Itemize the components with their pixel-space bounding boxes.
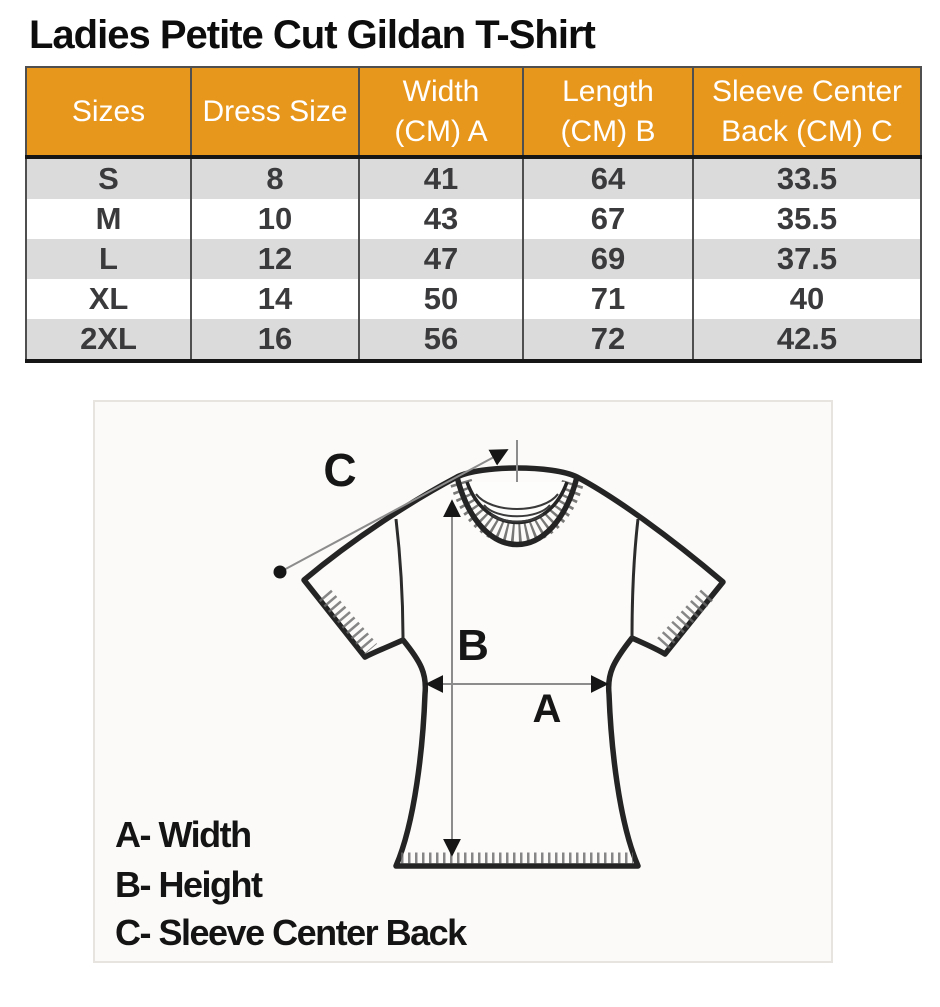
- col-header-width: [359, 67, 523, 157]
- table-cell: 16: [191, 319, 359, 361]
- table-cell: 42.5: [693, 319, 921, 361]
- col-header-label: Length: [562, 74, 654, 108]
- table-cell: 47: [359, 239, 523, 279]
- table-cell: 72: [523, 319, 693, 361]
- legend-line-a: A- Width: [115, 814, 251, 855]
- col-header-dress-size: [191, 67, 359, 157]
- table-cell: 43: [359, 199, 523, 239]
- table-cell: XL: [26, 279, 191, 319]
- table-cell: 69: [523, 239, 693, 279]
- table-row-xl: [26, 279, 921, 319]
- page-title: Ladies Petite Cut Gildan T-Shirt: [29, 13, 595, 57]
- table-cell: L: [26, 239, 191, 279]
- table-cell: 8: [191, 157, 359, 199]
- table-cell: 10: [191, 199, 359, 239]
- table-row-l: [26, 239, 921, 279]
- table-cell: 12: [191, 239, 359, 279]
- measurement-diagram-box: [93, 400, 833, 963]
- label-b: B: [457, 621, 489, 670]
- col-header-label: Dress Size: [202, 94, 348, 128]
- table-cell: 67: [523, 199, 693, 239]
- col-header-label: (CM) B: [560, 114, 656, 148]
- table-cell: 64: [523, 157, 693, 199]
- legend-line-c: C- Sleeve Center Back: [115, 912, 466, 953]
- label-a: A: [532, 687, 562, 731]
- table-cell: 33.5: [693, 157, 921, 199]
- col-header-label: (CM) A: [394, 114, 488, 148]
- measure-dot-c: [274, 566, 287, 579]
- table-cell: 37.5: [693, 239, 921, 279]
- table-cell: 71: [523, 279, 693, 319]
- size-chart-table: [25, 66, 922, 363]
- col-header-length: [523, 67, 693, 157]
- legend-line-b: B- Height: [115, 864, 262, 905]
- tshirt-drawing: [304, 440, 723, 866]
- col-header-label: Sleeve Center: [711, 74, 903, 108]
- col-header-sleeve-center-back: [693, 67, 921, 157]
- table-row-2xl: [26, 319, 921, 361]
- table-cell: 2XL: [26, 319, 191, 361]
- col-header-label: Sizes: [71, 94, 146, 128]
- table-row-m: [26, 199, 921, 239]
- col-header-label: Back (CM) C: [721, 114, 893, 148]
- table-cell: M: [26, 199, 191, 239]
- table-cell: 40: [693, 279, 921, 319]
- col-header-label: Width: [402, 74, 480, 108]
- table-cell: 14: [191, 279, 359, 319]
- header-row: [26, 67, 921, 157]
- table-cell: 56: [359, 319, 523, 361]
- table-cell: 41: [359, 157, 523, 199]
- table-cell: S: [26, 157, 191, 199]
- table-cell: 35.5: [693, 199, 921, 239]
- table-cell: 50: [359, 279, 523, 319]
- col-header-sizes: [26, 67, 191, 157]
- table-row-s: [26, 157, 921, 199]
- label-c: C: [323, 444, 357, 496]
